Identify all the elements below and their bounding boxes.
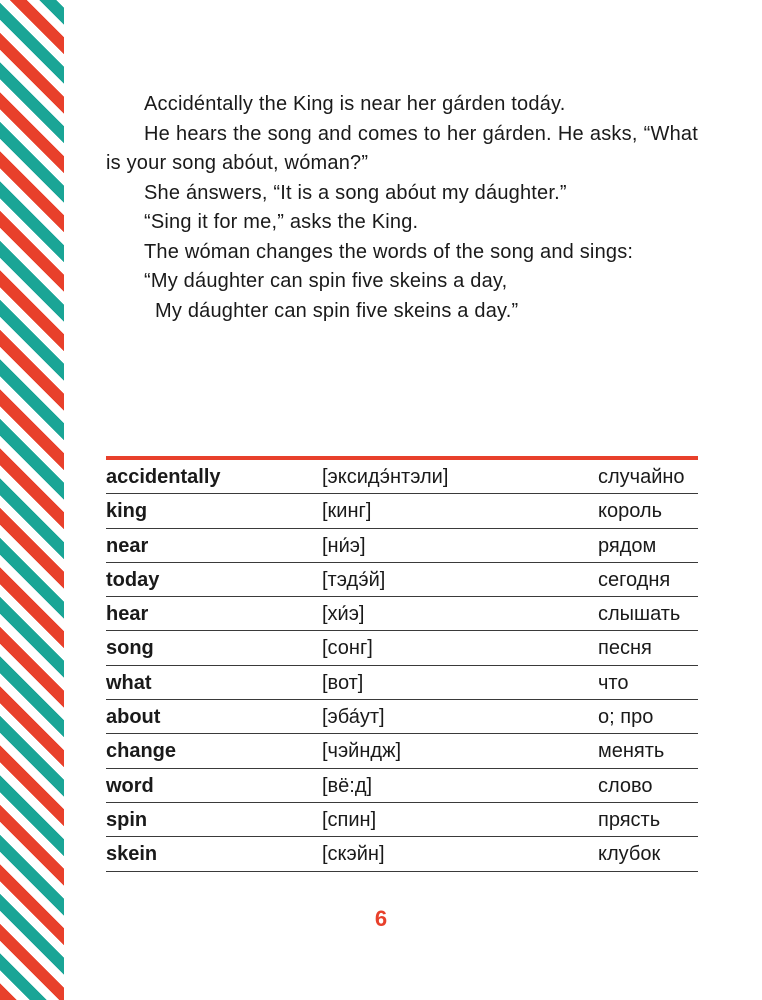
vocab-transcription: [ни́э]: [322, 534, 366, 557]
vocab-row: [106, 563, 698, 597]
vocab-translation: король: [598, 500, 662, 523]
vocab-translation: слышать: [598, 603, 681, 626]
vocab-row: [106, 803, 698, 837]
vocab-word: near: [106, 534, 149, 557]
vocab-translation: песня: [598, 637, 652, 660]
vocab-translation: клубок: [598, 843, 661, 866]
vocab-transcription: [вё:д]: [322, 774, 373, 797]
vocab-row: [106, 769, 698, 803]
vocab-transcription: [чэйндж]: [322, 740, 402, 763]
song-verse-line: “My dáughter can spin five skeins a day,: [144, 270, 508, 292]
vocab-word: king: [106, 500, 148, 523]
vocab-word: today: [106, 568, 160, 591]
vocab-word: about: [106, 706, 161, 729]
vocab-word: hear: [106, 603, 149, 626]
vocab-transcription: [кинг]: [322, 500, 372, 523]
vocab-translation: рядом: [598, 534, 657, 557]
vocab-transcription: [вот]: [322, 671, 364, 694]
vocab-row: [106, 597, 698, 631]
vocab-row: [106, 631, 698, 665]
story-paragraph: “Sing it for me,” asks the King.: [144, 211, 419, 233]
vocab-transcription: [спин]: [322, 808, 377, 831]
vocab-transcription: [сонг]: [322, 637, 373, 660]
vocab-translation: что: [598, 671, 629, 694]
story-paragraph: The wóman changes the words of the song and sings:: [144, 240, 634, 263]
vocabulary-table: [106, 456, 698, 872]
vocab-word: skein: [106, 843, 158, 866]
vocab-row: [106, 837, 698, 871]
vocab-row: [106, 700, 698, 734]
vocab-transcription: [скэйн]: [322, 843, 385, 866]
story-paragraph: Accidéntally the King is near her gárden todáy.: [144, 93, 566, 115]
page-number: 6: [374, 906, 388, 931]
vocab-row: [106, 529, 698, 563]
story-paragraph: She ánswers, “It is a song abóut my dáughter.”: [144, 181, 567, 204]
vocab-word: song: [106, 637, 154, 660]
vocab-word: word: [106, 774, 154, 797]
vocab-word: accidentally: [106, 466, 221, 488]
vocab-transcription: [эксидэ́нтэли]: [322, 466, 449, 488]
vocab-row: [106, 460, 698, 494]
vocab-word: what: [106, 671, 152, 694]
vocab-transcription: [эба́ут]: [322, 706, 385, 729]
vocab-translation: о; про: [598, 706, 654, 729]
vocab-transcription: [тэдэ́й]: [322, 568, 386, 591]
vocab-row: [106, 666, 698, 700]
song-verse-line: My dáughter can spin five skeins a day.”: [155, 299, 519, 322]
vocab-translation: слово: [598, 774, 653, 797]
vocab-translation: сегодня: [598, 568, 671, 591]
vocab-translation: прясть: [598, 808, 661, 831]
vocab-word: change: [106, 740, 177, 763]
story-paragraph: He hears the song and comes to her gárden. He asks, “What is your song abóut, wóman?”: [106, 122, 698, 174]
vocab-word: spin: [106, 808, 148, 831]
decorative-stripe-border: [0, 0, 64, 1000]
vocab-row: [106, 734, 698, 768]
vocab-row: [106, 494, 698, 528]
vocab-translation: менять: [598, 740, 665, 763]
vocab-transcription: [хи́э]: [322, 603, 365, 626]
story-text: [106, 90, 698, 326]
vocab-translation: случайно: [598, 466, 685, 488]
